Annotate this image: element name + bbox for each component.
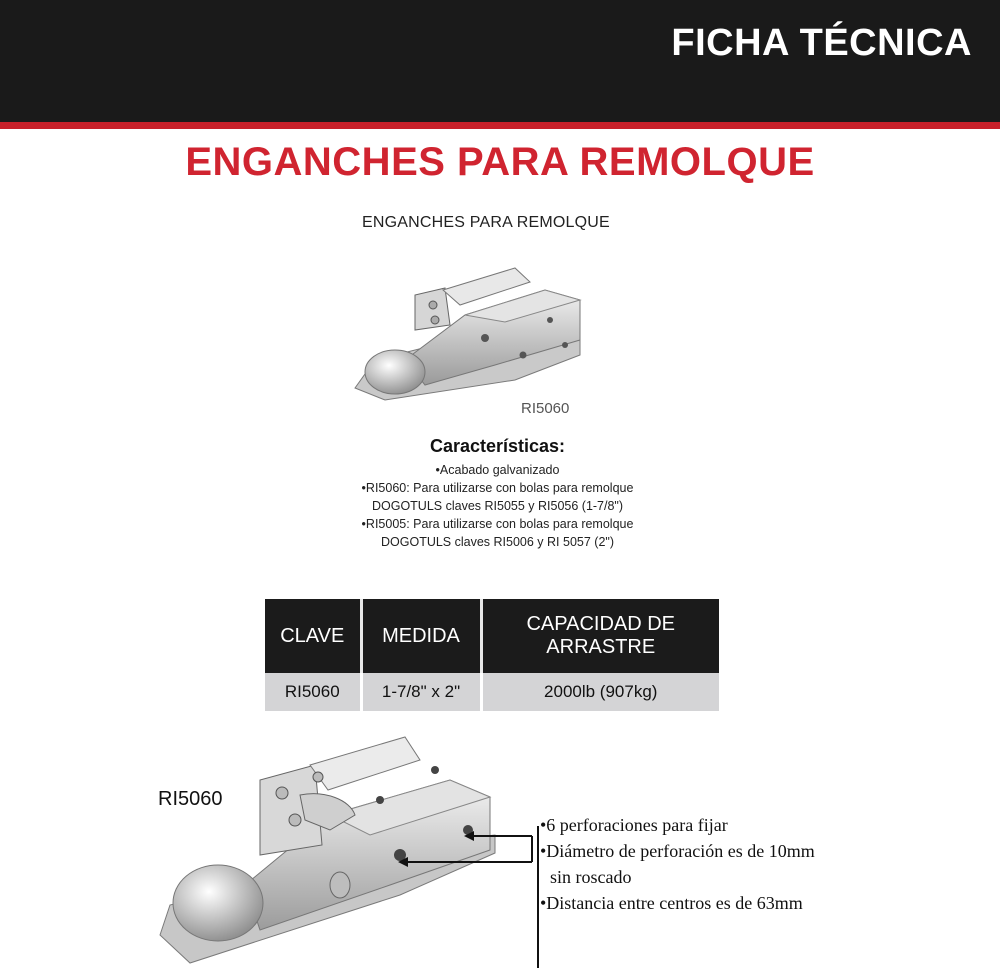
spec-table	[265, 599, 719, 711]
cell-clave: RI5060	[265, 673, 361, 711]
product-code-small: RI5060	[521, 400, 570, 417]
cell-capacidad: 2000lb (907kg)	[481, 673, 719, 711]
features-heading: Características:	[429, 436, 566, 456]
detail-line: •6 perforaciones para fijar	[540, 815, 728, 835]
detail-line: •Distancia entre centros es de 63mm	[540, 893, 803, 913]
detail-line: sin roscado	[550, 867, 632, 887]
header-bar	[0, 0, 1000, 122]
table-row	[265, 673, 719, 711]
page-title: ENGANCHES PARA REMOLQUE	[185, 140, 815, 184]
trailer-coupler-small-image	[345, 260, 585, 420]
feature-line: •RI5005: Para utilizarse con bolas para remolque	[361, 517, 634, 531]
feature-line: DOGOTULS claves RI5055 y RI5056 (1-7/8")	[371, 499, 624, 513]
product-code-large: RI5060	[158, 788, 223, 810]
detail-line: •Diámetro de perforación es de 10mm	[540, 841, 815, 861]
header-accent-line	[0, 122, 1000, 129]
column-header-medida: MEDIDA	[361, 599, 481, 673]
product-subtitle: ENGANCHES PARA REMOLQUE	[362, 214, 610, 231]
column-header-clave: CLAVE	[265, 599, 361, 673]
feature-line: •Acabado galvanizado	[435, 463, 560, 477]
table-header-row	[265, 599, 719, 673]
cell-medida: 1-7/8" x 2"	[361, 673, 481, 711]
features-section	[320, 436, 675, 551]
feature-line: •RI5060: Para utilizarse con bolas para remolque	[361, 481, 634, 495]
column-header-capacidad: CAPACIDAD DE ARRASTRE	[481, 599, 719, 673]
header-title: FICHA TÉCNICA	[671, 22, 972, 64]
details-section	[540, 812, 860, 916]
feature-line: DOGOTULS claves RI5006 y RI 5057 (2")	[381, 535, 614, 549]
trailer-coupler-large-image	[150, 735, 530, 968]
